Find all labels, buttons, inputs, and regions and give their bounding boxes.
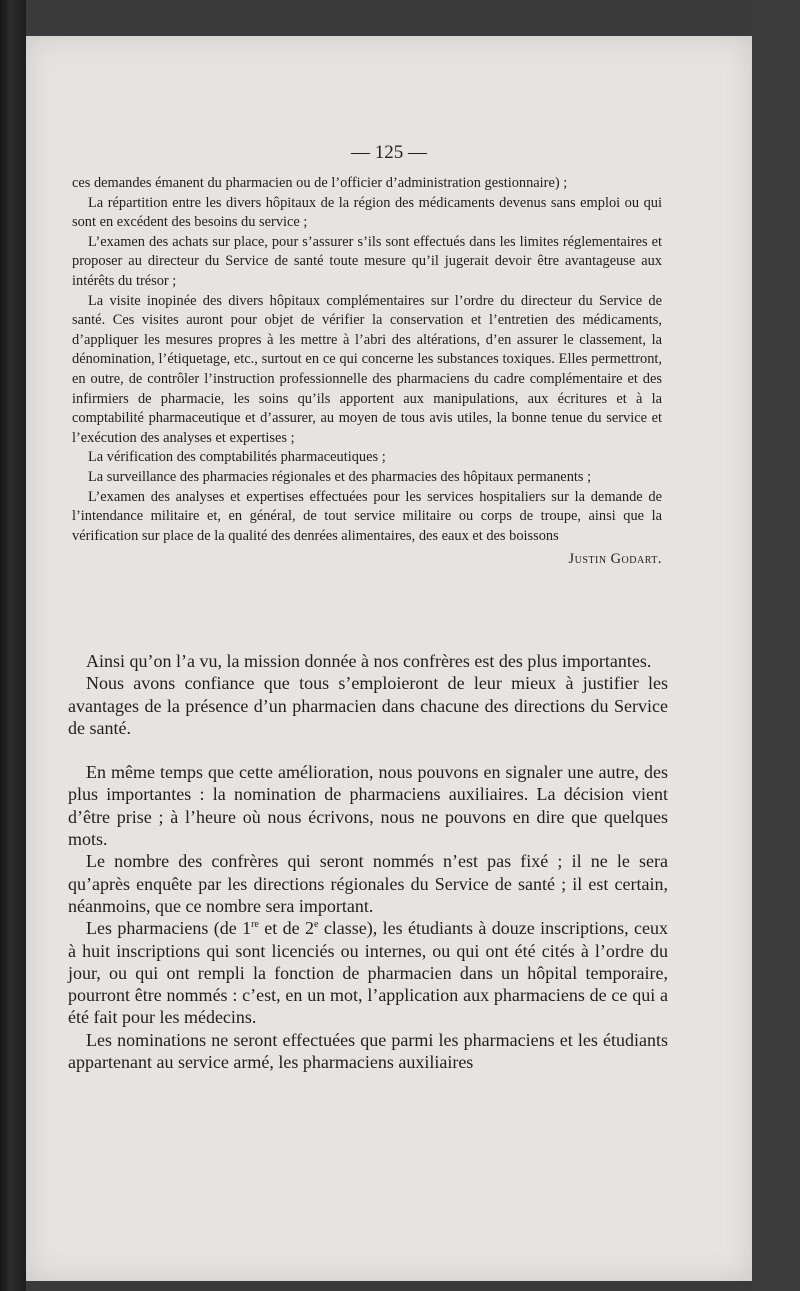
text-run: classe), les étudiants à douze inscriptions, ceux à huit inscriptions qui sont licenciés ou internes, ou qui ont été cités à l’ordre du jour, ou qui ont rempli la fonction de pharmacien dans un hôpital temporaire, pourront être nommés : c’est, en un mot, l’application aux pharmaciens de ce qui a été fait pour les médecins. [68,918,668,1028]
paragraph: L’examen des achats sur place, pour s’assurer s’ils sont effectués dans les limites réglementaires et proposer au directeur du Service de santé toute mesure qu’il jugerait devoir être avantageuse aux intérêts du trésor ; [72,233,662,289]
paragraph: Les nominations ne seront effectuées que parmi les pharmaciens et les étudiants appartenant au service armé, les pharmaciens auxiliaires [68,1029,668,1073]
signature-name: Justin Godart. [568,551,662,568]
paragraph: La répartition entre les divers hôpitaux de la région des médicaments devenus sans emploi ou qui sont en excédent des besoins du service ; [72,194,662,231]
text-run: et de 2 [258,918,314,939]
superscript: e [313,919,319,931]
paragraph: En même temps que cette amélioration, nous pouvons en signaler une autre, des plus importantes : la nomination de pharmaciens auxiliaires. La décision vient d’être prise ; à l’heure où nous écrivons, nous ne pouvons en dire que quelques mots. [68,762,668,850]
paragraph: La vérification des comptabilités pharmaceutiques ; [88,449,386,466]
page-number: — 125 — [351,142,427,163]
paragraph: ces demandes émanent du pharmacien ou de l’officier d’administration gestionnaire) ; [72,175,568,191]
paragraph: Ainsi qu’on l’a vu, la mission donnée à nos confrères est des plus importantes. [86,651,652,671]
paragraph: Nous avons confiance que tous s’emploieront de leur mieux à justifier les avantages de la présence d’un pharmacien dans chacune des directions du Service de santé. [68,673,668,738]
scan-background [752,0,800,1291]
signature [72,550,662,570]
book-binding [0,0,26,1291]
paragraph: Le nombre des confrères qui seront nommés n’est pas fixé ; il ne le sera qu’après enquête par les directions régionales du Service de santé ; il est certain, néanmoins, que ce nombre sera important. [68,851,668,916]
text-run: Les pharmaciens (de 1 [86,918,252,939]
paragraph: La visite inopinée des divers hôpitaux complémentaires sur l’ordre du directeur du Service de santé. Ces visites auront pour objet de vérifier la conservation et l’entretien des médicaments, d’appliquer les mesures propres à les mettre à l’abri des altérations, d’en assurer le classement, la dénomination, l’étiquetage, etc., surtout en ce qui concerne les substances toxiques. Elles permettront, en outre, de contrôler l’instruction professionnelle des pharmaciens du cadre complémentaire et des infirmiers de pharmacie, les soins qu’ils apportent aux manipulations, aux écritures et à la comptabilité pharmaceutique et d’assurer, au moyen de tous avis utiles, la bonne tenue du service et l’exécution des analyses et expertises ; [72,292,662,446]
paragraph: La surveillance des pharmacies régionales et des pharmacies des hôpitaux permanents ; [88,468,592,485]
decree-excerpt [72,174,662,570]
paragraph: L’examen des analyses et expertises effectuées pour les services hospitaliers sur la demande de l’intendance militaire et, en général, de tout service militaire ou corps de troupe, ainsi que la vérification sur place de la qualité des denrées alimentaires, des eaux et des boissons [72,488,662,544]
paragraph [68,917,668,1028]
book-page [26,36,752,1281]
commentary [68,650,668,1073]
superscript: re [251,919,259,931]
